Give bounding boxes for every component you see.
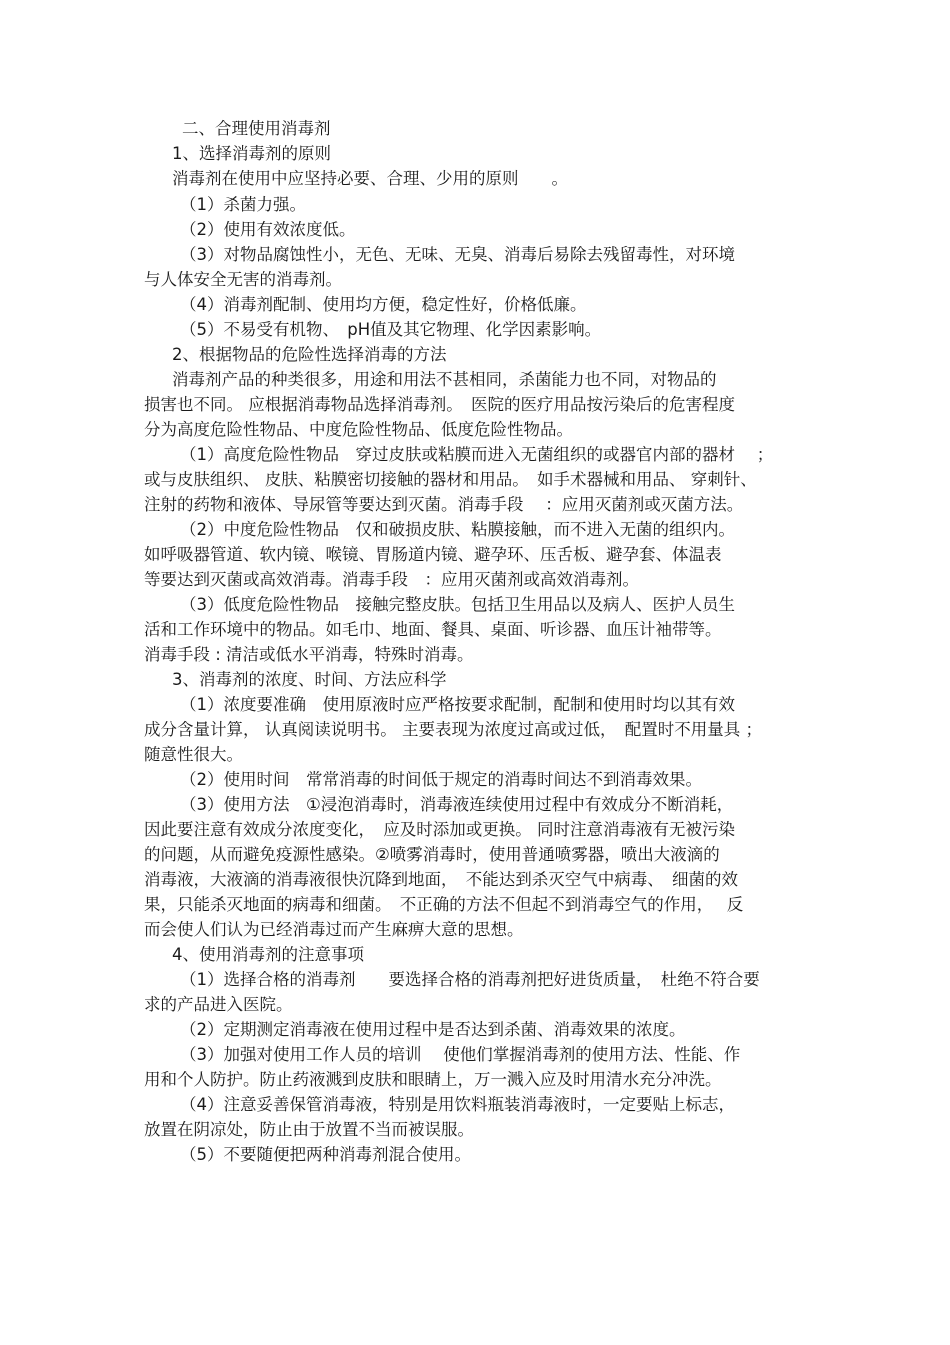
subsection-heading: 4、使用消毒剂的注意事项 [172,945,364,964]
section-heading: 二、合理使用消毒剂 [182,119,331,138]
subsection-heading: 2、根据物品的危险性选择消毒的方法 [172,345,447,364]
list-item: （4）注意妥善保管消毒液，特别是用饮料瓶装消毒液时，一定要贴上标志， [180,1095,735,1114]
list-item: （2）使用时间 常常消毒的时间低于规定的消毒时间达不到消毒效果。 [180,770,702,789]
paragraph-line: 成分含量计算， 认真阅读说明书。 主要表现为浓度过高或过低， 配置时不用量具 ； [144,720,762,739]
list-item: （1）杀菌力强。 [180,195,306,214]
paragraph-line: 等要达到灭菌或高效消毒。消毒手段 ：应用灭菌剂或高效消毒剂。 [144,570,639,589]
paragraph-line: 随意性很大。 [144,745,243,764]
list-item: （1）浓度要准确 使用原液时应严格按要求配制，配制和使用时均以其有效 [180,695,735,714]
subsection-heading: 1、选择消毒剂的原则 [172,144,331,163]
list-item: （3）低度危险性物品 接触完整皮肤。包括卫生用品以及病人、医护人员生 [180,595,735,614]
list-item: （2）使用有效浓度低。 [180,220,356,239]
paragraph-line: 分为高度危险性物品、中度危险性物品、低度危险性物品。 [144,420,573,439]
list-item: （2）中度危险性物品 仅和破损皮肤、粘膜接触，而不进入无菌的组织内。 [180,520,735,539]
paragraph-line: 因此要注意有效成分浓度变化， 应及时添加或更换。 同时注意消毒液有无被污染 [144,820,735,839]
paragraph-line: 而会使人们认为已经消毒过而产生麻痹大意的思想。 [144,920,524,939]
paragraph-line: 活和工作环境中的物品。如毛巾、地面、餐具、桌面、听诊器、血压计袖带等。 [144,620,722,639]
list-item: （5）不要随便把两种消毒剂混合使用。 [180,1145,471,1164]
paragraph-line: 的问题，从而避免疫源性感染。②喷雾消毒时，使用普通喷雾器，喷出大液滴的 [144,845,720,864]
paragraph-line: 果，只能杀灭地面的病毒和细菌。 不正确的方法不但起不到消毒空气的作用， 反 [144,895,744,914]
paragraph-line: 消毒手段 : 清洁或低水平消毒，特殊时消毒。 [144,645,474,664]
list-item: （1）选择合格的消毒剂 要选择合格的消毒剂把好进货质量， 杜绝不符合要 [180,970,760,989]
list-item: （2）定期测定消毒液在使用过程中是否达到杀菌、消毒效果的浓度。 [180,1020,686,1039]
paragraph-line: 消毒液，大液滴的消毒液很快沉降到地面， 不能达到杀灭空气中病毒、 细菌的效 [144,870,738,889]
subsection-heading: 3、消毒剂的浓度、时间、方法应科学 [172,670,447,689]
paragraph-line: 损害也不同。 应根据消毒物品选择消毒剂。 医院的医疗用品按污染后的危害程度 [144,395,735,414]
paragraph-line: 用和个人防护。防止药液溅到皮肤和眼睛上，万一溅入应及时用清水充分冲洗。 [144,1070,722,1089]
paragraph-line: 求的产品进入医院。 [144,995,293,1014]
paragraph-line: 如呼吸器管道、软内镜、喉镜、胃肠道内镜、避孕环、压舌板、避孕套、体温表 [144,545,722,564]
list-item: （3）对物品腐蚀性小，无色、无味、无臭、消毒后易除去残留毒性，对环境 [180,245,735,264]
paragraph-line: 放置在阴凉处，防止由于放置不当而被误服。 [144,1120,474,1139]
list-item: （3）加强对使用工作人员的培训 使他们掌握消毒剂的使用方法、性能、作 [180,1045,741,1064]
list-item: （4）消毒剂配制、使用均方便，稳定性好，价格低廉。 [180,295,587,314]
paragraph-line: 或与皮肤组织、 皮肤、粘膜密切接触的器材和用品。 如手术器械和用品、 穿刺针、 [144,470,757,489]
paragraph-line: 注射的药物和液体、导尿管等要达到灭菌。消毒手段 ：应用灭菌剂或灭菌方法。 [144,495,744,514]
list-item: （1）高度危险性物品 穿过皮肤或粘膜而进入无菌组织的或器官内部的器材 ； [180,445,774,464]
paragraph-line: 消毒剂产品的种类很多，用途和用法不甚相同，杀菌能力也不同，对物品的 [172,370,717,389]
paragraph-line: 与人体安全无害的消毒剂。 [144,270,342,289]
list-item: （5）不易受有机物、 pH值及其它物理、化学因素影响。 [180,320,602,339]
paragraph-line: 消毒剂在使用中应坚持必要、合理、少用的原则 。 [172,169,568,188]
list-item: （3）使用方法 ①浸泡消毒时，消毒液连续使用过程中有效成分不断消耗， [180,795,734,814]
